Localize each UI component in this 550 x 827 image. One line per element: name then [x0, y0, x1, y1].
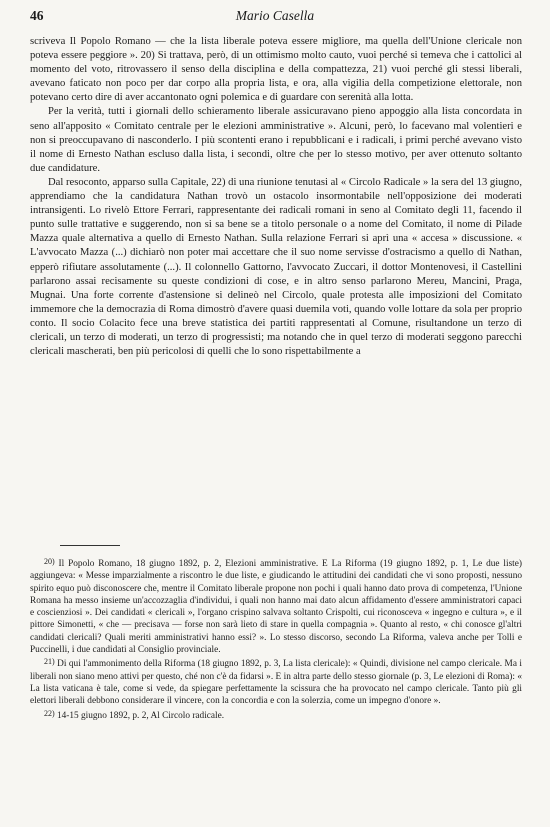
- footnote-text: 14-15 giugno 1892, p. 2, Al Circolo radicale.: [57, 710, 225, 721]
- paragraph: Dal resoconto, apparso sulla Capitale, 22) di una riunione tenutasi al « Circolo Radicale » la sera del 13 giugno, apprendiamo che la candidatura Nathan trovò un ostacolo insormontabile nell'opposizione dei moderati intransigenti. Lo rivelò Ettore Ferrari, rappresentante dei radicali romani in seno al Comitato degli 11, facendo il punto sulle trattative e suggerendo, non si sa bene se a titolo personale o a nome del Comitato, il nome di Pilade Mazza quale alternativa a quello di Ernesto Nathan. Sulla relazione Ferrari si aprì una « accesa » discussione. « L'avvocato Mazza (...) dichiarò non poter mai accettare che il suo nome servisse d'ostracismo a quello di Nathan, epperò rifiutare assolutamente (...). Il colonnello Gattorno, l'avvocato Zuccari, il dottor Montenovesi, il Castellini parlarono assai recisamente su queste condizioni di cose, e in altro senso parlarono Mereu, Mancini, Praga, Mugnai. Una forte corrente d'astensione si delineò nel Circolo, quale protesta alle imposizioni del Comitato immemore che la democrazia di Roma dimostrò d'avere quasi duemila voti, quando volle lottare da sola per proprio conto. Il socio Colacito fece una breve statistica dei partiti rappresentati al Comune, risultandone un terzo di clericali, un terzo di moderati, un terzo di progressisti; ma notando che in quel terzo di moderati seggono parecchi clericali mascherati, ben più pericolosi di quelli che lo sono rispettabilmente a: [30, 176, 522, 358]
- running-head: Mario Casella: [235, 8, 315, 23]
- footnote: [30, 656, 522, 707]
- paragraph: Per la verità, tutti i giornali dello schieramento liberale assicuravano pieno appoggio alla lista concordata in seno all'apposito « Comitato centrale per le elezioni amministrative ». Alcuni, però, lo facevano mal volentieri e non si preoccupavano di nasconderlo. I più scontenti erano i repubblicani e i radicali, i primi perché avevano visto il nome di Ernesto Nathan escluso dalla lista, i secondi, oltre che per lo stesso motivo, per aver ottenuto soltanto due candidature.: [30, 106, 522, 174]
- body-text: [30, 35, 522, 359]
- footnotes: [30, 556, 522, 722]
- footnote-number: 22): [44, 708, 55, 718]
- footnote-number: 20): [44, 557, 55, 566]
- footnote: [30, 708, 522, 722]
- paragraph: scriveva Il Popolo Romano — che la lista liberale poteva essere migliore, ma quella dell'Unione clericale non poteva essere peggiore ». 20) Si trattava, però, di un ottimismo molto cauto, vuoi perché si temeva che i cattolici al momento del voto, ritrovassero il senso della disciplina e della compattezza, 21) vuoi perché gli stessi liberali, avevano faticato non poco per dar corpo alla propria lista, e ora, alla vigilia della competizione elettorale, non potevano certo dire di aver accantonato ogni polemica e di guardare con serenità alla lotta.: [30, 36, 522, 104]
- footnote-text: Di qui l'ammonimento della Riforma (18 giugno 1892, p. 3, La lista clericale): « Quindi, divisione nel campo clericale. Ma i liberali non siano meno attivi per questo, ché non c'è da fidarsi ». E in altra parte dello stesso giornale (p. 3, Le elezioni di Roma): « La lista vaticana è tale, come si vede, da spiegare perfettamente la scissura che ha provocato nel campo clericale. Tanto più gli elettori liberali debbono considerare il vincere, con la concordia e con la solerzia, come un impegno d'onore ».: [30, 659, 522, 707]
- page-header: [30, 8, 520, 30]
- footnote-text: Il Popolo Romano, 18 giugno 1892, p. 2, Elezioni amministrative. E La Riforma (19 giugno 1892, p. 1, Le due liste) aggiungeva: « Messe imparzialmente a riscontro le due liste, e giudicando le attitudini dei candidati che vi sono proposti, nessuno spirito equo può disconoscere che, mentre il Comitato liberale propone non pochi i quali hanno dato prova di competenza, l'Unione Romana ha messo insieme un'accozzaglia d'individui, i quali non hanno mai dato alcun affidamento d'essere amministratori capaci e coscienziosi ». Dei candidati « clericali », l'organo crispino salvava soltanto Crispolti, cui riconosceva « ingegno e cultura », e il pittore Simonetti, « che — precisava — forse non sarà lieto di stare in quella compagnia ». Quanto al resto, « chi conosce gl'altri candidati clericali? Quali meriti amministrativi hanno essi? ». Lo stesso discorso, secondo La Riforma, valeva anche per Tolli e Puccinelli, i due candidati al Consiglio provinciale.: [30, 559, 522, 656]
- page-number: 46: [30, 8, 44, 23]
- footnote-number: 21): [44, 657, 55, 667]
- footnote-rule: [60, 545, 120, 546]
- footnote: [30, 556, 522, 656]
